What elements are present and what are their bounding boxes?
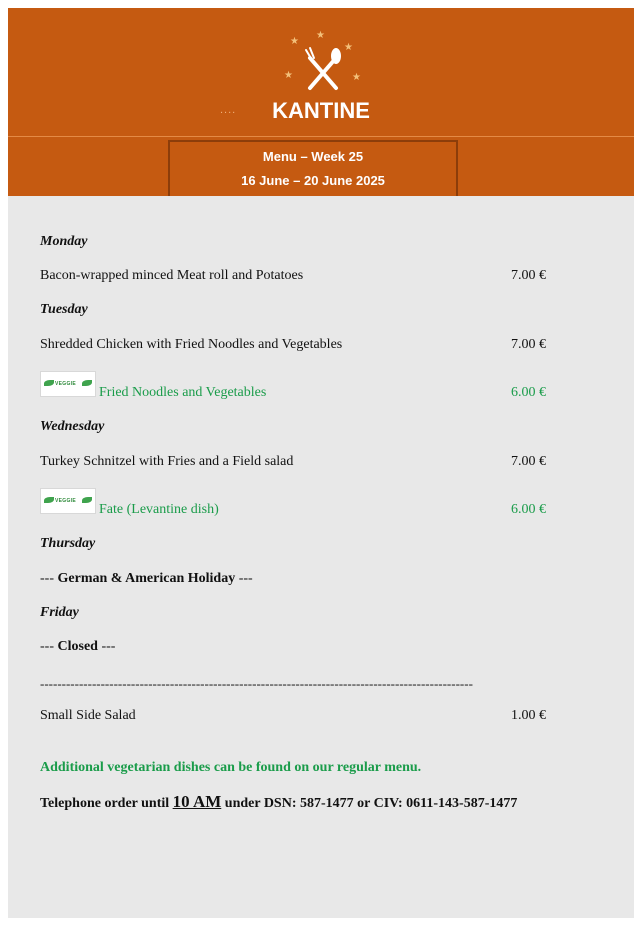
date-range: 16 June – 20 June 2025 xyxy=(241,173,385,188)
star-icon: ★ xyxy=(352,72,361,83)
dish-name: Turkey Schnitzel with Fries and a Field salad xyxy=(40,454,294,469)
dash-prefix: --- xyxy=(40,639,54,654)
closed-note xyxy=(40,639,546,655)
day-heading-friday: Friday xyxy=(40,605,79,620)
veggie-dish-name: Fate (Levantine dish) xyxy=(99,502,219,517)
closed-label: Closed xyxy=(57,639,98,654)
day-heading-thursday: Thursday xyxy=(40,536,96,551)
dashed-separator: ---------------------------------------------------------------------------------------------------- xyxy=(40,676,473,691)
veggie-badge-label: VEGGIE xyxy=(55,381,76,387)
dash-suffix: --- xyxy=(101,639,116,654)
dish-name: Bacon-wrapped minced Meat roll and Potatoes xyxy=(40,268,304,283)
phone-numbers: under DSN: 587-1477 or CIV: 0611-143-587-1477 xyxy=(224,796,518,811)
menu-week-label: Menu – Week 25 xyxy=(262,149,364,164)
star-icon: ★ xyxy=(284,70,293,81)
menu-item-tuesday xyxy=(40,337,546,353)
veggie-badge-label: VEGGIE xyxy=(55,498,76,504)
dash-suffix: --- xyxy=(238,571,253,586)
star-icon: ★ xyxy=(344,42,353,53)
day-heading-wednesday: Wednesday xyxy=(40,419,105,434)
dish-name: Shredded Chicken with Fried Noodles and Vegetables xyxy=(40,337,343,352)
page-title: KANTINE xyxy=(272,98,370,123)
dish-price: 7.00 € xyxy=(511,454,546,469)
header-banner xyxy=(8,8,634,196)
side-dish-price: 1.00 € xyxy=(511,708,546,723)
vegetarian-note: Additional vegetarian dishes can be found on our regular menu. xyxy=(40,760,422,775)
menu-item-monday xyxy=(40,268,546,284)
holiday-label: German & American Holiday xyxy=(57,571,236,586)
star-icon: ★ xyxy=(290,36,299,47)
phone-order-info xyxy=(40,792,517,812)
holiday-note xyxy=(40,571,546,587)
side-dish-name: Small Side Salad xyxy=(40,708,136,723)
header-divider xyxy=(8,136,634,137)
veggie-dish-price: 6.00 € xyxy=(511,385,546,400)
star-icon: ★ xyxy=(316,30,325,41)
decorative-dots: .... xyxy=(220,104,237,116)
menu-item-wednesday xyxy=(40,454,546,470)
order-deadline: 10 AM xyxy=(172,792,222,811)
phone-intro: Telephone order until xyxy=(40,796,170,811)
crossed-fork-knife-icon xyxy=(278,30,368,100)
dish-price: 7.00 € xyxy=(511,268,546,283)
veggie-dish-price: 6.00 € xyxy=(511,502,546,517)
day-heading-monday: Monday xyxy=(40,234,88,249)
menu-item-tuesday-veggie xyxy=(40,385,546,401)
day-heading-tuesday: Tuesday xyxy=(40,302,88,317)
veggie-dish-name: Fried Noodles and Vegetables xyxy=(99,385,267,400)
week-banner xyxy=(168,140,458,196)
dish-price: 7.00 € xyxy=(511,337,546,352)
side-dish-row xyxy=(40,708,546,724)
menu-item-wednesday-veggie xyxy=(40,502,546,518)
dash-prefix: --- xyxy=(40,571,54,586)
